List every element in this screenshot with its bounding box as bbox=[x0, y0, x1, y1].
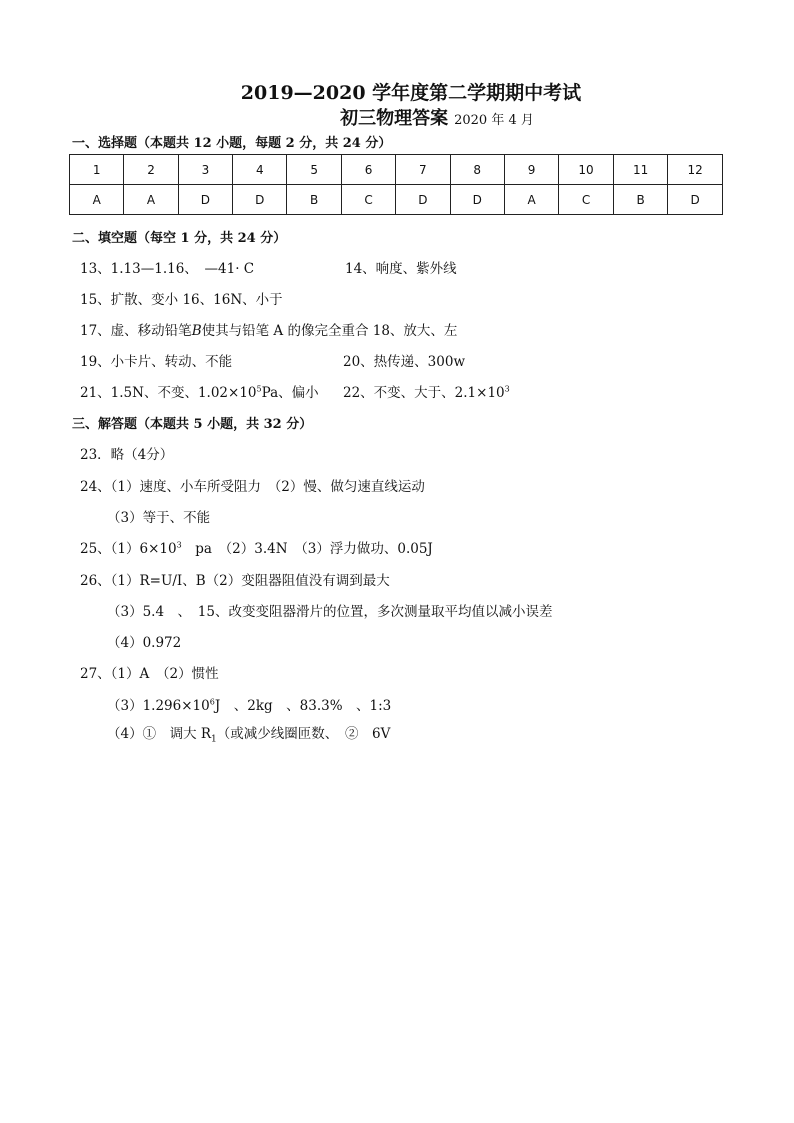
answer-q20: 20、热传递、300w bbox=[343, 354, 466, 370]
question-number-cell: 1 bbox=[70, 155, 124, 185]
question-number-cell: 2 bbox=[124, 155, 178, 185]
answer-q26-line2: （3）5.4 、 15、改变变阻器滑片的位置，多次测量取平均值以减小误差 bbox=[107, 604, 553, 620]
q17-part-a: 17、虚、移动铅笔 bbox=[80, 323, 192, 339]
section3-heading: 三、解答题（本题共 5 小题，共 32 分） bbox=[72, 417, 313, 432]
subtitle-text: 初三物理答案 bbox=[340, 108, 449, 129]
answer-q13: 13、1.13—1.16、 —41· C bbox=[80, 261, 255, 277]
answer-q26-line1: 26、（1）R=U/I、B（2）变阻器阻值没有调到最大 bbox=[80, 573, 390, 589]
section2-heading: 二、填空题（每空 1 分，共 24 分） bbox=[72, 231, 287, 246]
q27-subscript: 1 bbox=[211, 734, 217, 745]
answer-q19: 19、小卡片、转动、不能 bbox=[80, 354, 233, 370]
question-number-cell: 11 bbox=[613, 155, 668, 185]
answer-q27-line1: 27、（1）A （2）惯性 bbox=[80, 666, 219, 682]
question-number-cell: 5 bbox=[287, 155, 341, 185]
q22-exponent: 3 bbox=[504, 384, 510, 394]
answer-q24-line2: （3）等于、不能 bbox=[107, 510, 211, 526]
q27-exponent: 6 bbox=[209, 697, 215, 707]
answer-cell: C bbox=[559, 185, 614, 215]
answer-cell: D bbox=[178, 185, 232, 215]
answer-q14: 14、响度、紫外线 bbox=[345, 261, 457, 277]
q17-pencil-b: B bbox=[191, 323, 202, 339]
answer-q21 bbox=[80, 381, 319, 401]
q27-line3-part-a: （4）① 调大 R bbox=[107, 726, 212, 742]
answer-q23: 23．略（4分） bbox=[80, 447, 174, 463]
answer-cell: A bbox=[70, 185, 124, 215]
q27-line3-part-b: （或减少线圈匝数、 ② 6V bbox=[216, 726, 391, 742]
question-number-cell: 9 bbox=[504, 155, 558, 185]
question-number-cell: 10 bbox=[559, 155, 614, 185]
answer-row bbox=[70, 185, 723, 215]
exam-title: 2019—2020 学年度第二学期期中考试 bbox=[240, 82, 582, 104]
answer-q24-line1: 24、（1）速度、小车所受阻力 （2）慢、做匀速直线运动 bbox=[80, 479, 425, 495]
answer-table bbox=[69, 154, 723, 215]
question-number-cell: 6 bbox=[341, 155, 395, 185]
answer-cell: A bbox=[124, 185, 178, 215]
q27-line2-part-b: J 、2kg 、83.3% 、1:3 bbox=[214, 698, 392, 714]
q21-exponent: 5 bbox=[256, 384, 262, 394]
question-number-cell: 12 bbox=[668, 155, 723, 185]
q25-part-b: pa （2）3.4N （3）浮力做功、0.05J bbox=[181, 541, 433, 557]
answer-cell: D bbox=[450, 185, 504, 215]
section1-heading: 一、选择题（本题共 12 小题，每题 2 分，共 24 分） bbox=[72, 136, 392, 151]
exam-subtitle bbox=[40, 104, 794, 130]
q27-line2-part-a: （3）1.296×10 bbox=[107, 698, 210, 714]
q22-part-a: 22、不变、大于、2.1×10 bbox=[343, 385, 505, 401]
answer-cell: C bbox=[341, 185, 395, 215]
answer-q25 bbox=[80, 537, 433, 557]
question-number-cell: 7 bbox=[396, 155, 450, 185]
answer-cell: D bbox=[396, 185, 450, 215]
question-number-row bbox=[70, 155, 723, 185]
q21-part-b: Pa、偏小 bbox=[261, 385, 319, 401]
q25-part-a: 25、（1）6×10 bbox=[80, 541, 177, 557]
exam-date: 2020 年 4 月 bbox=[454, 113, 534, 128]
q17-part-c: 使其与铅笔 A 的像完全重合 18、放大、左 bbox=[201, 323, 458, 339]
q21-part-a: 21、1.5N、不变、1.02×10 bbox=[80, 385, 257, 401]
answer-q17-18 bbox=[80, 319, 457, 339]
answer-cell: D bbox=[668, 185, 723, 215]
question-number-cell: 8 bbox=[450, 155, 504, 185]
answer-cell: D bbox=[233, 185, 287, 215]
question-number-cell: 3 bbox=[178, 155, 232, 185]
question-number-cell: 4 bbox=[233, 155, 287, 185]
answer-q15-16: 15、扩散、变小 16、16N、小于 bbox=[80, 292, 283, 308]
answer-cell: B bbox=[287, 185, 341, 215]
answer-q22 bbox=[343, 381, 510, 401]
q25-exponent: 3 bbox=[176, 540, 182, 550]
answer-q26-line3: （4）0.972 bbox=[107, 635, 182, 651]
answer-q27-line3 bbox=[107, 722, 391, 745]
answer-cell: A bbox=[504, 185, 558, 215]
answer-cell: B bbox=[613, 185, 668, 215]
answer-q27-line2 bbox=[107, 694, 391, 714]
